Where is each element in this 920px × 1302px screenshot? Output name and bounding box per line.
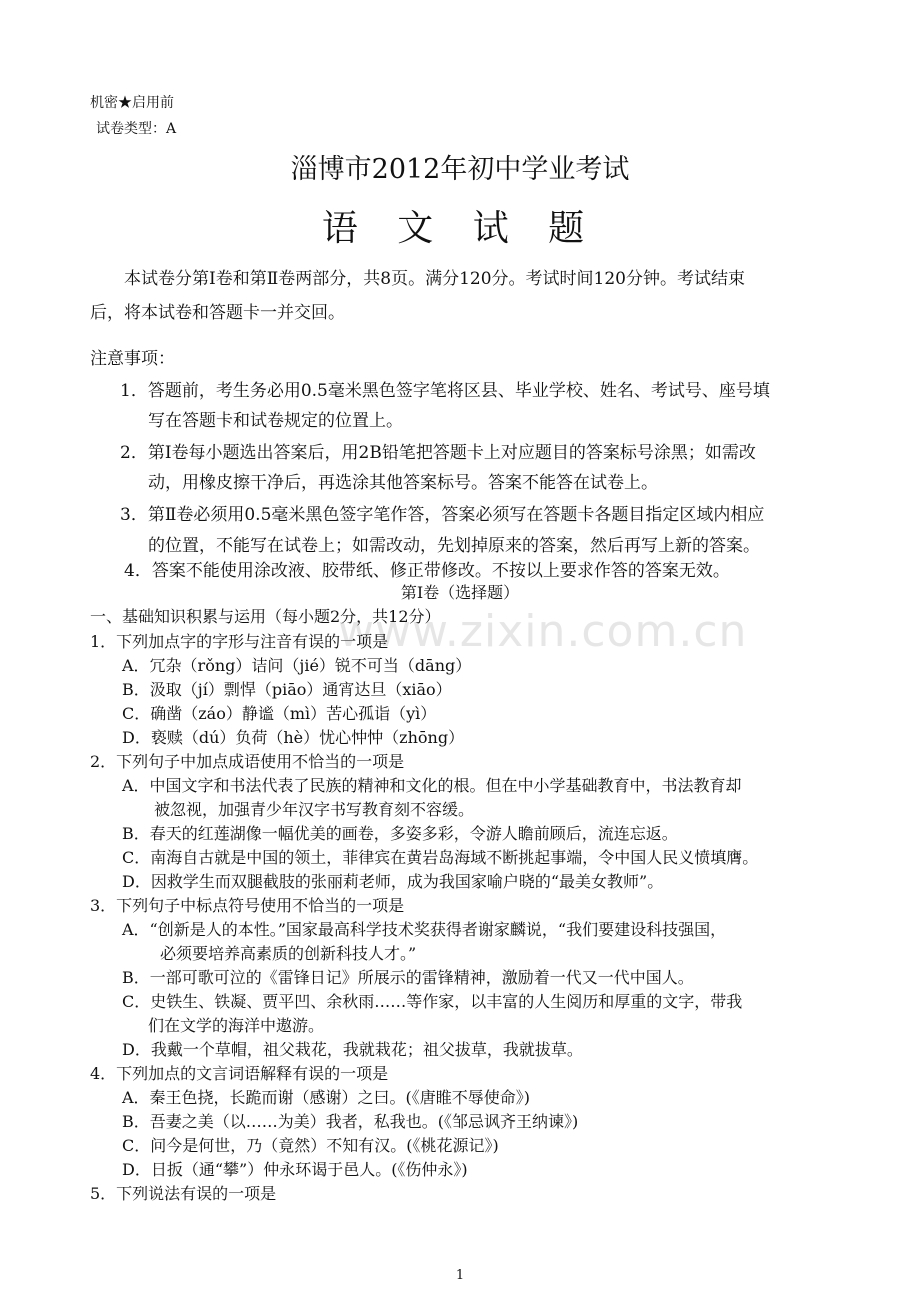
- secret-mark: 机密★启用前: [90, 95, 174, 111]
- notice-item-4: 4．答案不能使用涂改液、胶带纸、修正带修改。不按以上要求作答的答案无效。: [124, 561, 730, 581]
- question-line: D．亵赎（dú）负荷（hè）忧心忡忡（zhōng）: [122, 728, 465, 747]
- intro-line-2: 后，将本试卷和答题卡一并交回。: [90, 303, 345, 323]
- notice-item-1-cont: 写在答题卡和试卷规定的位置上。: [148, 411, 403, 431]
- question-line: B．春天的红莲湖像一幅优美的画卷，多姿多彩，令游人瞻前顾后，流连忘返。: [122, 824, 678, 843]
- question-line: D．日扳（通“攀”）仲永环谒于邑人。(《伤仲永》): [122, 1160, 468, 1179]
- question-line: A．冗杂（rǒng）诘问（jié）锐不可当（dāng）: [122, 656, 472, 675]
- question-line: B．汲取（jí）剽悍（piāo）通宵达旦（xiāo）: [122, 680, 452, 699]
- question-line: 3．下列句子中标点符号使用不恰当的一项是: [90, 896, 405, 915]
- question-line: A．秦王色挠，长跪而谢（感谢）之曰。(《唐睢不辱使命》): [122, 1088, 531, 1107]
- question-line: C．确凿（záo）静谧（mì）苦心孤诣（yì）: [122, 704, 437, 723]
- question-line: D．我戴一个草帽，祖父栽花，我就栽花；祖父拔草，我就拔草。: [122, 1040, 583, 1059]
- question-line: 2．下列句子中加点成语使用不恰当的一项是: [90, 752, 405, 771]
- question-line: 5．下列说法有误的一项是: [90, 1184, 277, 1203]
- notice-item-3-cont: 的位置，不能写在试卷上；如需改动，先划掉原来的答案，然后再写上新的答案。: [148, 536, 760, 556]
- question-line: C．问今是何世，乃（竟然）不知有汉。(《桃花源记》): [122, 1136, 499, 1155]
- notice-item-1: 1．答题前，考生务必用0.5毫米黑色签字笔将区县、毕业学校、姓名、考试号、座号填: [120, 381, 770, 401]
- subject-title: 语 文 试 题: [321, 208, 599, 249]
- question-line: C．史铁生、铁凝、贾平凹、余秋雨……等作家，以丰富的人生阅历和厚重的文字，带我: [122, 992, 743, 1011]
- question-line: B．吾妻之美（以……为美）我者，私我也。(《邹忌讽齐王纳谏》): [122, 1112, 579, 1131]
- watermark: www.zixin.com.cn: [338, 606, 748, 657]
- page-number: 1: [455, 1268, 465, 1283]
- question-line: C．南海自古就是中国的领土，菲律宾在黄岩岛海域不断挑起事端，令中国人民义愤填膺。: [122, 848, 759, 867]
- question-line: 1．下列加点字的字形与注音有误的一项是: [90, 632, 389, 651]
- notice-item-2: 2．第Ⅰ卷每小题选出答案后，用2B铅笔把答题卡上对应题目的答案标号涂黑；如需改: [120, 443, 756, 463]
- intro-line-1: 本试卷分第Ⅰ卷和第Ⅱ卷两部分，共8页。满分120分。考试时间120分钟。考试结束: [124, 269, 745, 289]
- question-line: D．因救学生而双腿截肢的张丽莉老师，成为我国家喻户晓的“最美女教师”。: [122, 872, 664, 891]
- volume-title: 第Ⅰ卷（选择题）: [400, 583, 520, 602]
- question-line: B．一部可歌可泣的《雷锋日记》所展示的雷锋精神，激励着一代又一代中国人。: [122, 968, 694, 987]
- notice-heading: 注意事项：: [90, 349, 175, 369]
- exam-title: 淄博市2012年初中学业考试: [290, 154, 630, 185]
- question-line: A．“创新是人的本性。”国家最高科学技术奖获得者谢家麟说，“我们要建设科技强国，: [122, 920, 727, 939]
- question-line: A．中国文字和书法代表了民族的精神和文化的根。但在中小学基础教育中，书法教育却: [122, 776, 742, 795]
- section-title: 一、基础知识积累与运用（每小题2分，共12分）: [90, 607, 441, 626]
- question-line: 们在文学的海洋中遨游。: [148, 1016, 325, 1035]
- question-line: 4．下列加点的文言词语解释有误的一项是: [90, 1064, 389, 1083]
- paper-type: 试卷类型：A: [96, 121, 177, 137]
- notice-item-3: 3．第Ⅱ卷必须用0.5毫米黑色签字笔作答，答案必须写在答题卡各题目指定区域内相应: [120, 505, 765, 525]
- question-line: 被忽视，加强青少年汉字书写教育刻不容缓。: [154, 800, 475, 819]
- question-line: 必须要培养高素质的创新科技人才。”: [160, 944, 417, 963]
- notice-item-2-cont: 动，用橡皮擦干净后，再选涂其他答案标号。答案不能答在试卷上。: [148, 473, 658, 493]
